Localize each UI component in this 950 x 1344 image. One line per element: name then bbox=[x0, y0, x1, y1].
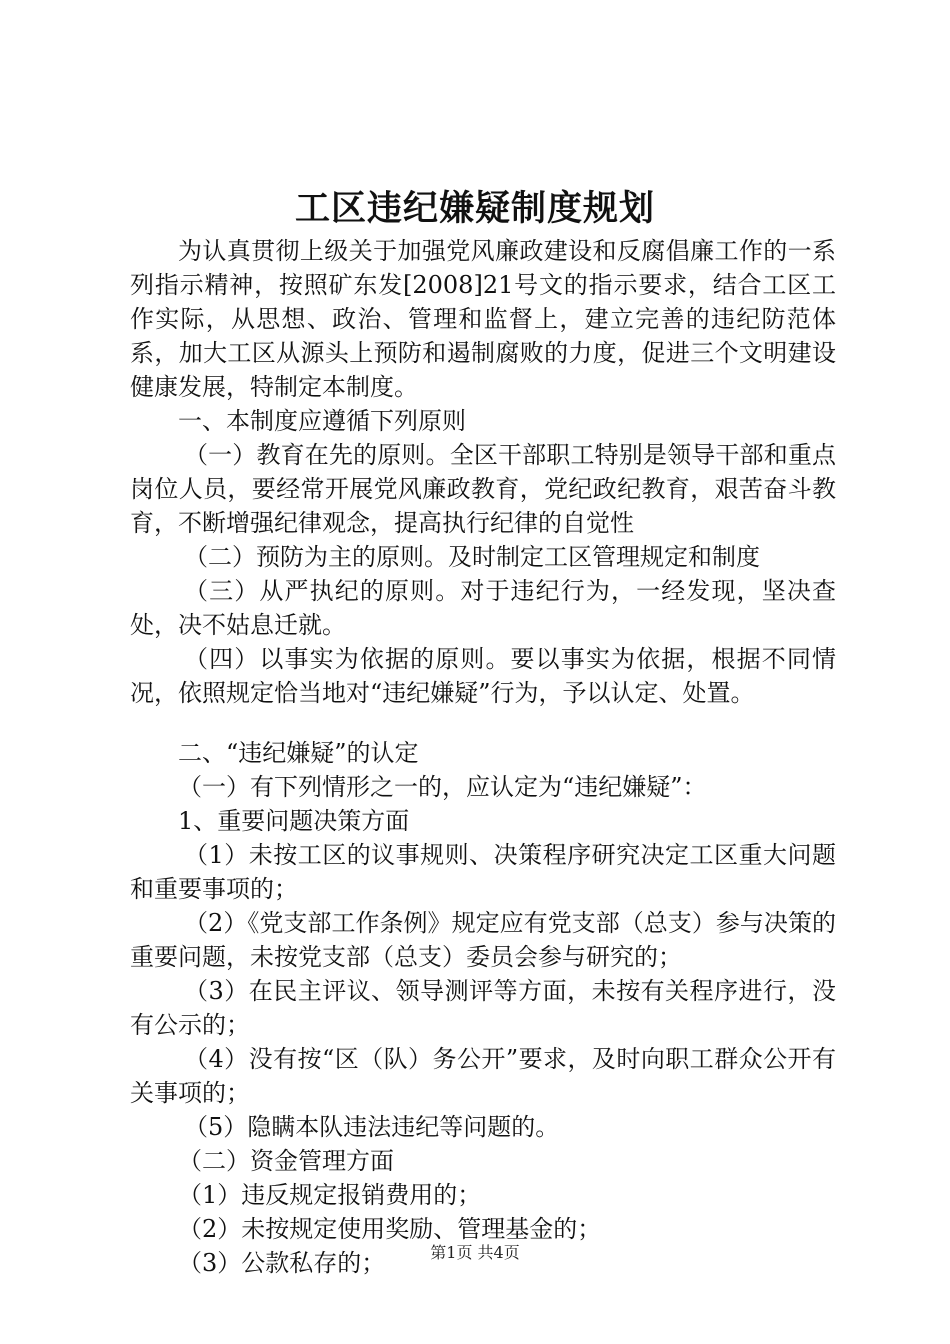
subsection-heading-situations: （一）有下列情形之一的，应认定为“违纪嫌疑”： bbox=[178, 773, 707, 801]
principle-facts: （四）以事实为依据的原则。要以事实为依据，根据不同情况，依照规定恰当地对“违纪嫌疑”行为，予以认定、处置。 bbox=[130, 645, 836, 707]
intro-paragraph: 为认真贯彻上级关于加强党风廉政建设和反腐倡廉工作的一系列指示精神，按照矿东发[2008]21号文的指示要求，结合工区工作实际，从思想、政治、管理和监督上，建立完善的违纪防范体系，加大工区从源头上预防和遏制腐败的力度，促进三个文明建设健康发展，特制定本制度。 bbox=[130, 237, 836, 401]
decision-item-1: （1）未按工区的议事规则、决策程序研究决定工区重大问题和重要事项的； bbox=[130, 841, 836, 903]
page-number-footer: 第1页 共4页 bbox=[430, 1243, 520, 1262]
funds-item-3: （3）公款私存的； bbox=[178, 1249, 386, 1277]
funds-item-2: （2）未按规定使用奖励、管理基金的； bbox=[178, 1215, 602, 1243]
decision-item-4: （4）没有按“区（队）务公开”要求，及时向职工群众公开有关事项的； bbox=[130, 1045, 836, 1107]
principle-education: （一）教育在先的原则。全区干部职工特别是领导干部和重点岗位人员，要经常开展党风廉政教育，党纪政纪教育，艰苦奋斗教育，不断增强纪律观念，提高执行纪律的自觉性 bbox=[130, 441, 836, 537]
document-body bbox=[130, 234, 836, 1280]
decision-item-5: （5）隐瞒本队违法违纪等问题的。 bbox=[184, 1113, 560, 1141]
decision-item-2: （2）《党支部工作条例》规定应有党支部（总支）参与决策的重要问题，未按党支部（总支）委员会参与研究的； bbox=[130, 909, 836, 971]
item-heading-decisions: 1、重要问题决策方面 bbox=[178, 807, 410, 835]
principle-strict-discipline: （三）从严执纪的原则。对于违纪行为，一经发现，坚决查处，决不姑息迁就。 bbox=[130, 577, 836, 639]
funds-item-1: （1）违反规定报销费用的； bbox=[178, 1181, 482, 1209]
decision-item-3: （3）在民主评议、领导测评等方面，未按有关程序进行，没有公示的； bbox=[130, 977, 836, 1039]
section-heading-determination: 二、“违纪嫌疑”的认定 bbox=[178, 739, 419, 767]
section-heading-principles: 一、本制度应遵循下列原则 bbox=[178, 407, 466, 435]
subsection-heading-funds: （二）资金管理方面 bbox=[178, 1147, 394, 1175]
principle-prevention: （二）预防为主的原则。及时制定工区管理规定和制度 bbox=[184, 543, 760, 571]
document-title: 工区违纪嫌疑制度规划 bbox=[294, 188, 655, 229]
paragraph-gap bbox=[130, 710, 836, 736]
